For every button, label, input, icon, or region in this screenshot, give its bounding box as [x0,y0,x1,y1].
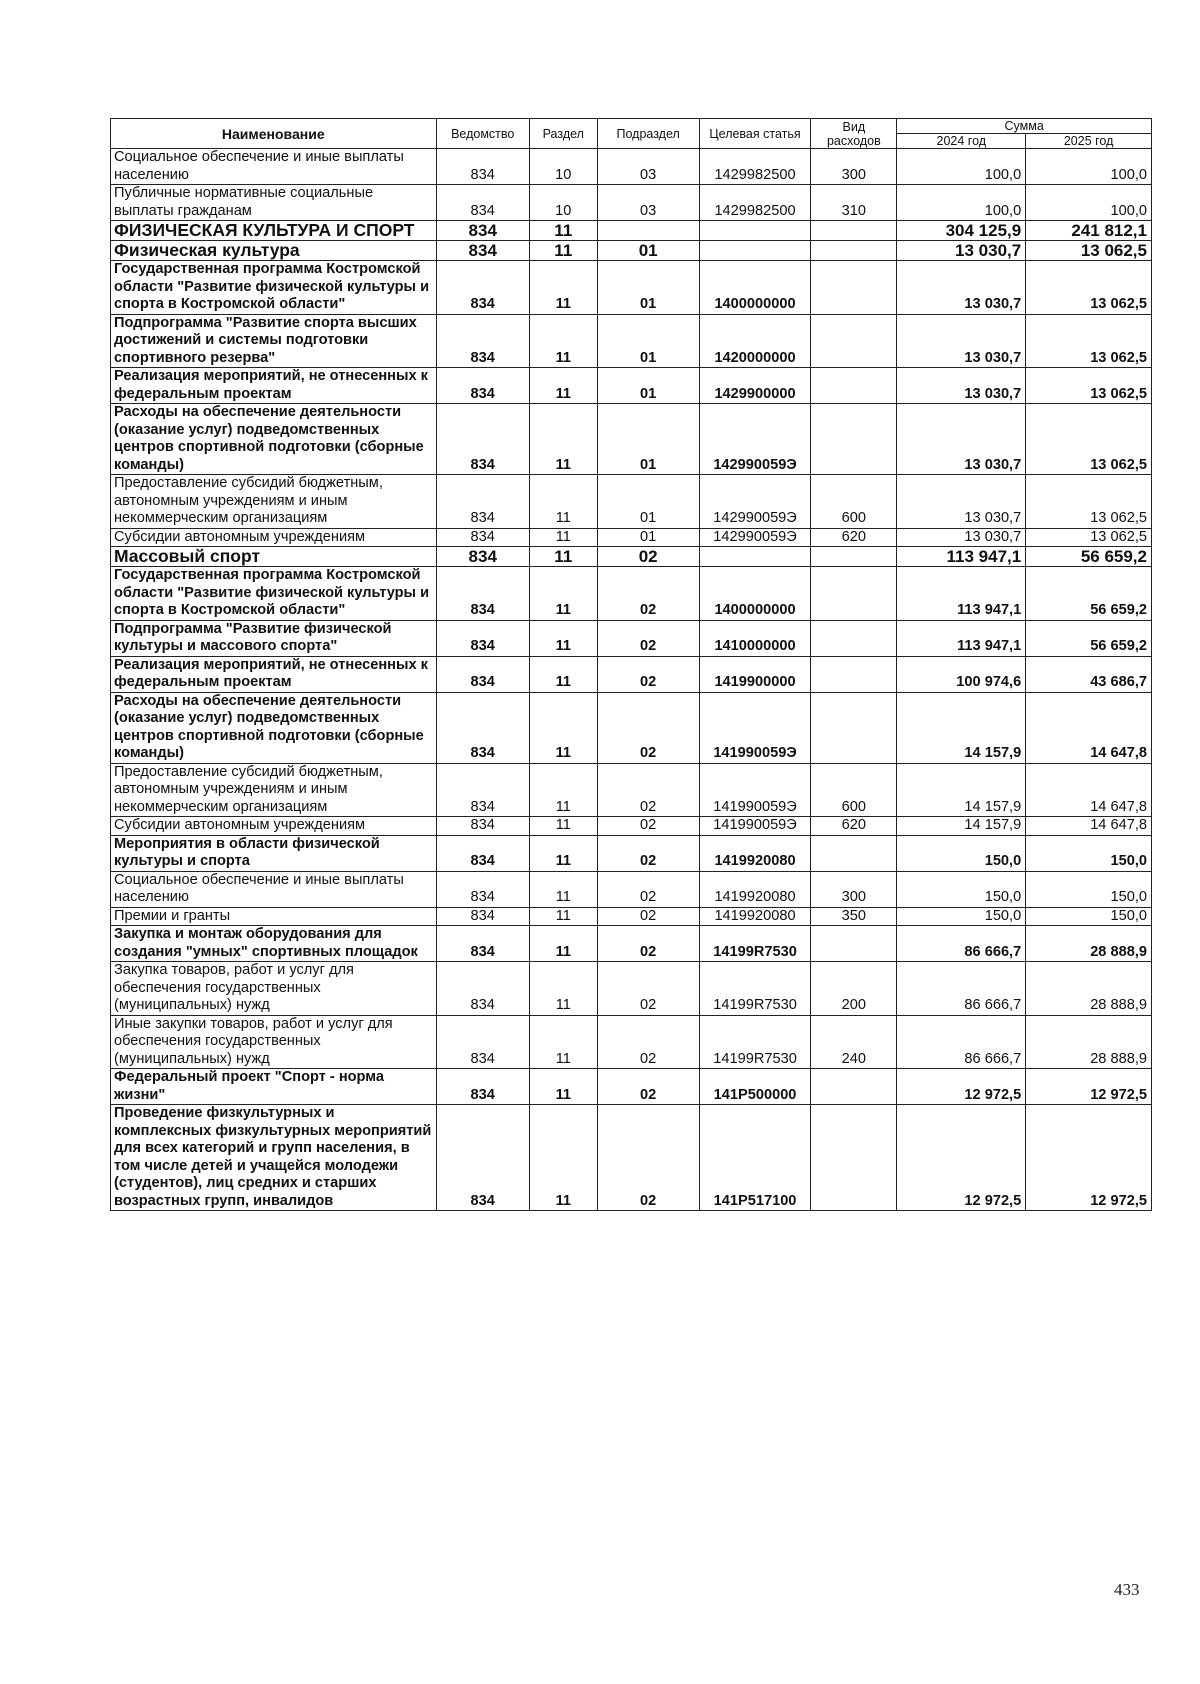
cell-sum-2024: 13 030,7 [897,241,1026,261]
cell-sum-2025: 13 062,5 [1026,404,1152,475]
cell-subsection: 02 [597,692,699,763]
table-row [111,221,1152,241]
cell-target: 1419920080 [699,907,811,926]
cell-sum-2024: 12 972,5 [897,1069,1026,1105]
table-row [111,241,1152,261]
cell-sum-2025: 150,0 [1026,835,1152,871]
cell-section: 10 [529,185,597,221]
cell-sum-2024: 100,0 [897,185,1026,221]
header-year-2025: 2025 год [1026,134,1152,149]
table-row [111,907,1152,926]
cell-sum-2024: 13 030,7 [897,528,1026,547]
cell-expense-type [811,1105,897,1211]
cell-sum-2025: 150,0 [1026,907,1152,926]
cell-target [699,547,811,567]
header-name: Наименование [111,119,437,149]
cell-name: ФИЗИЧЕСКАЯ КУЛЬТУРА И СПОРТ [111,221,437,241]
cell-dept: 834 [436,1069,529,1105]
cell-subsection: 02 [597,567,699,621]
cell-sum-2025: 100,0 [1026,149,1152,185]
cell-expense-type: 300 [811,871,897,907]
table-row [111,817,1152,836]
table-row [111,763,1152,817]
cell-expense-type [811,404,897,475]
budget-table [110,118,1152,1211]
cell-sum-2024: 14 157,9 [897,817,1026,836]
cell-target: 141990059Э [699,817,811,836]
cell-target: 1419920080 [699,835,811,871]
cell-target: 142990059Э [699,404,811,475]
cell-dept: 834 [436,763,529,817]
cell-name: Массовый спорт [111,547,437,567]
cell-dept: 834 [436,185,529,221]
cell-target: 141P517100 [699,1105,811,1211]
table-row [111,871,1152,907]
cell-target: 14199R7530 [699,962,811,1016]
cell-expense-type: 200 [811,962,897,1016]
cell-sum-2025: 13 062,5 [1026,368,1152,404]
cell-sum-2025: 13 062,5 [1026,261,1152,315]
cell-expense-type [811,1069,897,1105]
cell-dept: 834 [436,620,529,656]
header-subsection: Подраздел [597,119,699,149]
page-number: 433 [1114,1580,1140,1599]
cell-target: 1419920080 [699,871,811,907]
cell-subsection [597,221,699,241]
table-row [111,404,1152,475]
cell-sum-2024: 13 030,7 [897,475,1026,529]
table-row [111,314,1152,368]
cell-sum-2025: 13 062,5 [1026,314,1152,368]
cell-expense-type [811,656,897,692]
cell-name: Проведение физкультурных и комплексных физкультурных мероприятий для всех категорий и групп населения, в том числе детей и учащейся молодежи (студентов), лиц средних и старших возрастных групп, инвалидов [111,1105,437,1211]
cell-section: 11 [529,962,597,1016]
cell-subsection: 01 [597,241,699,261]
cell-dept: 834 [436,835,529,871]
cell-section: 11 [529,404,597,475]
cell-sum-2024: 113 947,1 [897,620,1026,656]
cell-target [699,221,811,241]
cell-expense-type: 620 [811,528,897,547]
cell-section: 11 [529,221,597,241]
cell-name: Закупка и монтаж оборудования для создания "умных" спортивных площадок [111,926,437,962]
cell-subsection: 03 [597,149,699,185]
cell-sum-2025: 13 062,5 [1026,528,1152,547]
cell-subsection: 02 [597,763,699,817]
cell-subsection: 03 [597,185,699,221]
table-row [111,261,1152,315]
table-row [111,835,1152,871]
cell-sum-2024: 13 030,7 [897,368,1026,404]
cell-subsection: 01 [597,404,699,475]
cell-subsection: 02 [597,547,699,567]
cell-sum-2025: 14 647,8 [1026,817,1152,836]
cell-dept: 834 [436,149,529,185]
cell-subsection: 01 [597,528,699,547]
cell-dept: 834 [436,656,529,692]
cell-section: 11 [529,620,597,656]
cell-section: 11 [529,763,597,817]
cell-expense-type [811,620,897,656]
cell-name: Социальное обеспечение и иные выплаты населению [111,871,437,907]
cell-expense-type [811,926,897,962]
cell-sum-2024: 86 666,7 [897,962,1026,1016]
cell-dept: 834 [436,567,529,621]
cell-subsection: 02 [597,907,699,926]
cell-sum-2025: 28 888,9 [1026,1015,1152,1069]
cell-name: Закупка товаров, работ и услуг для обеспечения государственных (муниципальных) нужд [111,962,437,1016]
cell-dept: 834 [436,926,529,962]
cell-section: 11 [529,656,597,692]
cell-name: Подпрограмма "Развитие спорта высших достижений и системы подготовки спортивного резерва" [111,314,437,368]
cell-subsection: 02 [597,871,699,907]
table-row [111,1069,1152,1105]
cell-name: Предоставление субсидий бюджетным, автономным учреждениям и иным некоммерческим организациям [111,763,437,817]
cell-sum-2024: 150,0 [897,871,1026,907]
cell-dept: 834 [436,871,529,907]
table-row [111,962,1152,1016]
cell-sum-2024: 13 030,7 [897,261,1026,315]
cell-sum-2024: 86 666,7 [897,926,1026,962]
cell-section: 11 [529,692,597,763]
cell-target: 14199R7530 [699,926,811,962]
table-row [111,149,1152,185]
table-row [111,620,1152,656]
cell-subsection: 02 [597,962,699,1016]
cell-sum-2024: 12 972,5 [897,1105,1026,1211]
table-row [111,656,1152,692]
cell-dept: 834 [436,962,529,1016]
cell-sum-2024: 113 947,1 [897,547,1026,567]
cell-expense-type [811,314,897,368]
table-body [111,149,1152,1211]
header-section: Раздел [529,119,597,149]
cell-name: Государственная программа Костромской области "Развитие физической культуры и спорта в Костромской области" [111,567,437,621]
cell-section: 11 [529,261,597,315]
cell-name: Публичные нормативные социальные выплаты гражданам [111,185,437,221]
cell-section: 11 [529,817,597,836]
cell-name: Предоставление субсидий бюджетным, автономным учреждениям и иным некоммерческим организациям [111,475,437,529]
cell-dept: 834 [436,907,529,926]
cell-section: 11 [529,528,597,547]
table-row [111,368,1152,404]
cell-section: 11 [529,835,597,871]
cell-section: 11 [529,907,597,926]
cell-subsection: 02 [597,620,699,656]
cell-sum-2024: 13 030,7 [897,314,1026,368]
cell-section: 11 [529,1069,597,1105]
cell-sum-2025: 100,0 [1026,185,1152,221]
cell-section: 11 [529,926,597,962]
cell-target: 141990059Э [699,692,811,763]
cell-expense-type: 620 [811,817,897,836]
cell-target: 141990059Э [699,763,811,817]
cell-subsection: 02 [597,1069,699,1105]
cell-dept: 834 [436,475,529,529]
cell-section: 11 [529,1105,597,1211]
cell-target: 1400000000 [699,261,811,315]
header-dept: Ведомство [436,119,529,149]
cell-subsection: 01 [597,314,699,368]
cell-name: Субсидии автономным учреждениям [111,528,437,547]
cell-target: 1420000000 [699,314,811,368]
cell-sum-2024: 100,0 [897,149,1026,185]
cell-target: 1429982500 [699,185,811,221]
table-row [111,475,1152,529]
cell-expense-type: 600 [811,763,897,817]
cell-dept: 834 [436,368,529,404]
cell-expense-type: 350 [811,907,897,926]
cell-subsection: 01 [597,475,699,529]
cell-subsection: 02 [597,1015,699,1069]
cell-expense-type: 310 [811,185,897,221]
cell-expense-type [811,221,897,241]
cell-name: Физическая культура [111,241,437,261]
cell-section: 11 [529,1015,597,1069]
cell-expense-type: 240 [811,1015,897,1069]
cell-dept: 834 [436,221,529,241]
cell-name: Премии и гранты [111,907,437,926]
table-row [111,547,1152,567]
cell-name: Подпрограмма "Развитие физической культуры и массового спорта" [111,620,437,656]
cell-expense-type [811,547,897,567]
cell-sum-2025: 12 972,5 [1026,1069,1152,1105]
cell-section: 11 [529,314,597,368]
cell-target: 1429900000 [699,368,811,404]
cell-sum-2024: 150,0 [897,835,1026,871]
cell-target [699,241,811,261]
cell-sum-2025: 56 659,2 [1026,547,1152,567]
cell-target: 1419900000 [699,656,811,692]
cell-section: 11 [529,547,597,567]
cell-sum-2024: 304 125,9 [897,221,1026,241]
cell-sum-2025: 241 812,1 [1026,221,1152,241]
cell-section: 10 [529,149,597,185]
cell-expense-type: 300 [811,149,897,185]
cell-sum-2024: 86 666,7 [897,1015,1026,1069]
header-expense-type: Вид расходов [811,119,897,149]
cell-sum-2024: 13 030,7 [897,404,1026,475]
cell-name: Расходы на обеспечение деятельности (оказание услуг) подведомственных центров спортивной подготовки (сборные команды) [111,692,437,763]
table-header [111,119,1152,149]
cell-dept: 834 [436,241,529,261]
cell-name: Субсидии автономным учреждениям [111,817,437,836]
cell-expense-type [811,835,897,871]
cell-subsection: 01 [597,261,699,315]
cell-sum-2025: 14 647,8 [1026,692,1152,763]
table-row [111,1015,1152,1069]
cell-sum-2024: 113 947,1 [897,567,1026,621]
table-row [111,692,1152,763]
cell-section: 11 [529,567,597,621]
header-sum: Сумма [897,119,1152,134]
cell-section: 11 [529,871,597,907]
cell-sum-2025: 28 888,9 [1026,926,1152,962]
cell-sum-2025: 43 686,7 [1026,656,1152,692]
cell-dept: 834 [436,1105,529,1211]
cell-subsection: 02 [597,817,699,836]
cell-name: Мероприятия в области физической культуры и спорта [111,835,437,871]
cell-expense-type [811,567,897,621]
cell-sum-2024: 100 974,6 [897,656,1026,692]
cell-name: Государственная программа Костромской области "Развитие физической культуры и спорта в Костромской области" [111,261,437,315]
cell-subsection: 02 [597,926,699,962]
cell-dept: 834 [436,404,529,475]
cell-subsection: 01 [597,368,699,404]
table-row [111,528,1152,547]
cell-expense-type [811,692,897,763]
cell-subsection: 02 [597,1105,699,1211]
cell-section: 11 [529,475,597,529]
cell-subsection: 02 [597,656,699,692]
cell-dept: 834 [436,1015,529,1069]
cell-sum-2025: 56 659,2 [1026,567,1152,621]
cell-sum-2025: 13 062,5 [1026,241,1152,261]
table-row [111,185,1152,221]
cell-name: Социальное обеспечение и иные выплаты населению [111,149,437,185]
cell-target: 1410000000 [699,620,811,656]
cell-target: 1400000000 [699,567,811,621]
cell-dept: 834 [436,314,529,368]
cell-expense-type [811,241,897,261]
cell-expense-type: 600 [811,475,897,529]
cell-sum-2025: 28 888,9 [1026,962,1152,1016]
cell-expense-type [811,261,897,315]
cell-name: Расходы на обеспечение деятельности (оказание услуг) подведомственных центров спортивной подготовки (сборные команды) [111,404,437,475]
cell-subsection: 02 [597,835,699,871]
cell-dept: 834 [436,692,529,763]
header-target: Целевая статья [699,119,811,149]
table-row [111,926,1152,962]
cell-sum-2025: 13 062,5 [1026,475,1152,529]
cell-sum-2024: 14 157,9 [897,763,1026,817]
table-row [111,1105,1152,1211]
cell-dept: 834 [436,547,529,567]
cell-section: 11 [529,241,597,261]
cell-section: 11 [529,368,597,404]
cell-dept: 834 [436,817,529,836]
cell-sum-2025: 150,0 [1026,871,1152,907]
cell-target: 141P500000 [699,1069,811,1105]
cell-target: 14199R7530 [699,1015,811,1069]
cell-sum-2024: 150,0 [897,907,1026,926]
cell-name: Реализация мероприятий, не отнесенных к федеральным проектам [111,656,437,692]
cell-target: 142990059Э [699,528,811,547]
cell-sum-2024: 14 157,9 [897,692,1026,763]
cell-name: Федеральный проект "Спорт - норма жизни" [111,1069,437,1105]
cell-sum-2025: 14 647,8 [1026,763,1152,817]
cell-dept: 834 [436,528,529,547]
cell-sum-2025: 12 972,5 [1026,1105,1152,1211]
cell-name: Реализация мероприятий, не отнесенных к федеральным проектам [111,368,437,404]
header-year-2024: 2024 год [897,134,1026,149]
cell-sum-2025: 56 659,2 [1026,620,1152,656]
cell-expense-type [811,368,897,404]
cell-name: Иные закупки товаров, работ и услуг для обеспечения государственных (муниципальных) нужд [111,1015,437,1069]
cell-target: 142990059Э [699,475,811,529]
cell-dept: 834 [436,261,529,315]
table-row [111,567,1152,621]
cell-target: 1429982500 [699,149,811,185]
